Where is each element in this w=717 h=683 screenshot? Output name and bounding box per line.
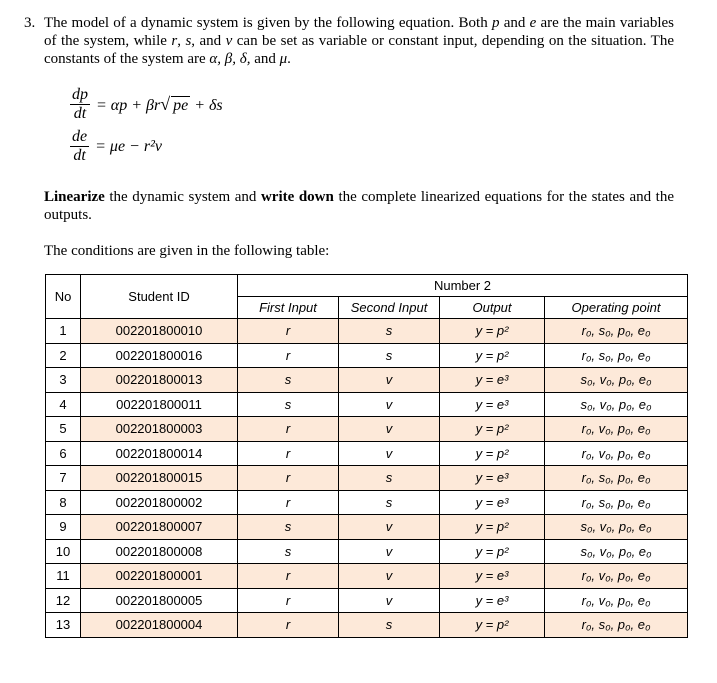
cell-no: 5 — [46, 417, 81, 442]
cell-second-input: v — [339, 588, 440, 613]
cell-student-id: 002201800013 — [81, 368, 238, 393]
cell-output: y = p² — [440, 613, 545, 638]
sqrt-argument: pe — [173, 97, 189, 114]
question-text-part: The model of a dynamic system is given by the following equation. Both — [44, 15, 492, 31]
instruction-bold: write down — [260, 189, 334, 205]
cell-operating-point: s₀, v₀, p₀, e₀ — [545, 368, 688, 393]
cell-student-id: 002201800001 — [81, 564, 238, 589]
cell-second-input: v — [339, 441, 440, 466]
cell-student-id: 002201800004 — [81, 613, 238, 638]
cell-no: 1 — [46, 319, 81, 344]
table-row — [46, 343, 688, 368]
fraction-numerator: dp — [72, 86, 88, 103]
instruction-bold: Linearize — [44, 189, 105, 205]
cell-output: y = p² — [440, 417, 545, 442]
instruction-part: the dynamic system and — [104, 189, 261, 205]
header-no: No — [46, 275, 81, 319]
question-text-part: and — [499, 15, 530, 31]
table-body — [46, 319, 688, 638]
cell-output: y = p² — [440, 343, 545, 368]
header-first-input: First Input — [238, 297, 339, 319]
cell-operating-point: s₀, v₀, p₀, e₀ — [545, 515, 688, 540]
cell-output: y = e³ — [440, 368, 545, 393]
equation-2-rhs: = μe − r²v — [95, 137, 162, 155]
cell-first-input: r — [238, 490, 339, 515]
header-output: Output — [440, 297, 545, 319]
cell-operating-point: s₀, v₀, p₀, e₀ — [545, 539, 688, 564]
var-p: p — [491, 15, 500, 31]
table-row — [46, 613, 688, 638]
table-row — [46, 515, 688, 540]
cell-first-input: r — [238, 417, 339, 442]
table-row — [46, 539, 688, 564]
cell-operating-point: r₀, v₀, p₀, e₀ — [545, 441, 688, 466]
cell-operating-point: r₀, v₀, p₀, e₀ — [545, 588, 688, 613]
cell-student-id: 002201800010 — [81, 319, 238, 344]
cell-output: y = e³ — [440, 564, 545, 589]
cell-second-input: s — [339, 466, 440, 491]
cell-first-input: r — [238, 564, 339, 589]
var-s: s — [185, 33, 192, 49]
cell-no: 6 — [46, 441, 81, 466]
cell-operating-point: r₀, s₀, p₀, e₀ — [545, 490, 688, 515]
fraction-denominator: dt — [73, 105, 87, 122]
cell-operating-point: r₀, v₀, p₀, e₀ — [545, 417, 688, 442]
cell-output: y = e³ — [440, 466, 545, 491]
cell-first-input: r — [238, 441, 339, 466]
cell-student-id: 002201800005 — [81, 588, 238, 613]
var-r: r — [171, 33, 178, 49]
rhs-part: + δs — [190, 97, 223, 114]
cell-second-input: v — [339, 392, 440, 417]
sqrt-icon: √ — [160, 94, 171, 114]
derivative-de-dt — [70, 128, 89, 165]
cell-no: 11 — [46, 564, 81, 589]
cell-no: 3 — [46, 368, 81, 393]
cell-no: 10 — [46, 539, 81, 564]
table-row — [46, 319, 688, 344]
header-operating-point: Operating point — [545, 297, 688, 319]
cell-output: y = p² — [440, 319, 545, 344]
cell-no: 7 — [46, 466, 81, 491]
question-text-part: and — [250, 51, 280, 67]
cell-operating-point: r₀, s₀, p₀, e₀ — [545, 466, 688, 491]
cell-output: y = e³ — [440, 588, 545, 613]
cell-first-input: s — [238, 515, 339, 540]
cell-no: 12 — [46, 588, 81, 613]
table-row — [46, 490, 688, 515]
cell-second-input: v — [339, 417, 440, 442]
table-row — [46, 564, 688, 589]
cell-operating-point: r₀, s₀, p₀, e₀ — [545, 319, 688, 344]
cell-first-input: s — [238, 392, 339, 417]
table-row — [46, 588, 688, 613]
cell-second-input: v — [339, 539, 440, 564]
question-number: 3. — [24, 15, 36, 31]
constant-mu: μ — [279, 51, 288, 67]
rhs-part: = αp + βr — [96, 97, 161, 114]
conditions-table — [45, 274, 688, 638]
cell-operating-point: s₀, v₀, p₀, e₀ — [545, 392, 688, 417]
equation-1-rhs — [96, 94, 223, 115]
cell-student-id: 002201800003 — [81, 417, 238, 442]
cell-student-id: 002201800016 — [81, 343, 238, 368]
instruction-part: the complete linearized equations for the states and the outputs. — [44, 189, 675, 223]
question-block — [24, 14, 674, 68]
table-row — [46, 417, 688, 442]
table-row — [46, 392, 688, 417]
cell-no: 9 — [46, 515, 81, 540]
cell-first-input: r — [238, 319, 339, 344]
cell-student-id: 002201800011 — [81, 392, 238, 417]
cell-student-id: 002201800008 — [81, 539, 238, 564]
cell-operating-point: r₀, s₀, p₀, e₀ — [545, 343, 688, 368]
cell-second-input: s — [339, 613, 440, 638]
equation-1 — [70, 86, 223, 123]
cell-first-input: r — [238, 588, 339, 613]
question-text-part: are the main variables of the system, while — [44, 15, 674, 49]
cell-output: y = p² — [440, 441, 545, 466]
cell-operating-point: r₀, s₀, p₀, e₀ — [545, 613, 688, 638]
cell-second-input: s — [339, 490, 440, 515]
derivative-dp-dt — [70, 86, 90, 123]
instruction-text — [44, 188, 674, 224]
cell-no: 13 — [46, 613, 81, 638]
cell-no: 2 — [46, 343, 81, 368]
cell-first-input: r — [238, 466, 339, 491]
fraction-denominator: dt — [73, 147, 86, 164]
var-e: e — [529, 15, 537, 31]
cell-student-id: 002201800015 — [81, 466, 238, 491]
question-text-part: , — [177, 33, 186, 49]
cell-second-input: v — [339, 515, 440, 540]
header-group: Number 2 — [238, 275, 688, 297]
question-text — [44, 14, 674, 68]
cell-student-id: 002201800007 — [81, 515, 238, 540]
var-v: v — [225, 33, 233, 49]
header-second-input: Second Input — [339, 297, 440, 319]
fraction-numerator: de — [72, 128, 88, 145]
cell-operating-point: r₀, v₀, p₀, e₀ — [545, 564, 688, 589]
cell-second-input: v — [339, 564, 440, 589]
cell-student-id: 002201800014 — [81, 441, 238, 466]
question-text-part: can be set as variable or constant input, depending on the situation. The constants of the system are — [44, 33, 674, 67]
cell-first-input: s — [238, 368, 339, 393]
question-text-part: , and — [191, 33, 226, 49]
cell-no: 8 — [46, 490, 81, 515]
cell-output: y = p² — [440, 539, 545, 564]
cell-second-input: s — [339, 319, 440, 344]
header-student-id: Student ID — [81, 275, 238, 319]
cell-second-input: v — [339, 368, 440, 393]
equation-2 — [70, 128, 162, 165]
conditions-label: The conditions are given in the following table: — [44, 243, 330, 259]
cell-student-id: 002201800002 — [81, 490, 238, 515]
table-row — [46, 466, 688, 491]
cell-first-input: r — [238, 613, 339, 638]
cell-output: y = p² — [440, 515, 545, 540]
cell-output: y = e³ — [440, 392, 545, 417]
constants-list: α, β, δ, — [209, 51, 251, 67]
cell-second-input: s — [339, 343, 440, 368]
cell-no: 4 — [46, 392, 81, 417]
table-row — [46, 368, 688, 393]
question-text-part: . — [287, 51, 291, 67]
cell-first-input: s — [238, 539, 339, 564]
table-row — [46, 441, 688, 466]
cell-output: y = e³ — [440, 490, 545, 515]
cell-first-input: r — [238, 343, 339, 368]
